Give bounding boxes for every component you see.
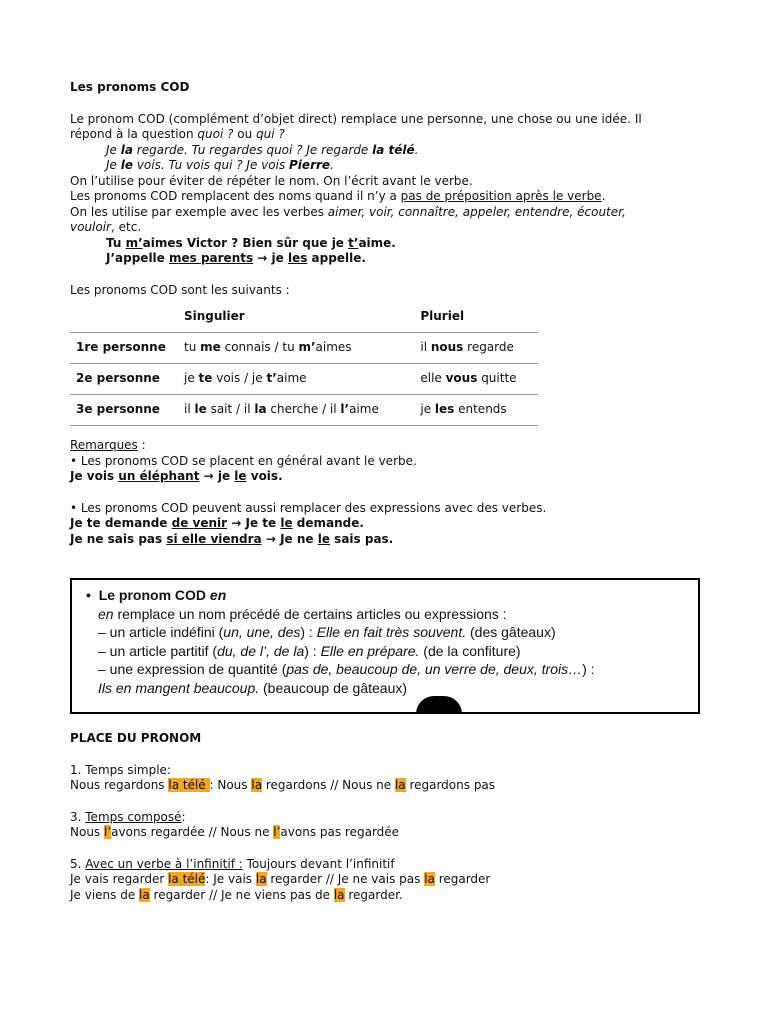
box-heading: • Le pronom COD en	[86, 587, 227, 603]
box-line: – une expression de quantité (pas de, beaucoup de, un verre de, deux, trois…) :	[98, 661, 595, 677]
table-row	[70, 364, 538, 395]
box-line: – un article indéfini (un, une, des) : Elle en fait très souvent. (des gâteaux)	[98, 624, 556, 640]
table-header-row	[70, 302, 538, 333]
remark-2-example-2: Je ne sais pas si elle viendra → Je ne le sais pas.	[70, 531, 394, 546]
verbs-sentence-2: vouloir, etc.	[70, 220, 142, 234]
bullet-icon: •	[86, 587, 99, 603]
singular-cell: je te vois / je t’aime	[178, 364, 414, 395]
infinitive-example-2: Je viens de la regarder // Je ne viens pas de la regarder.	[70, 887, 403, 902]
remark-1-example: Je vois un éléphant → je le vois.	[70, 469, 283, 483]
table-header: Pluriel	[414, 302, 538, 333]
plural-cell: je les entends	[414, 395, 538, 426]
remark-2-example-1: Je te demande de venir → Je te le demande.	[70, 516, 364, 530]
simple-tense-heading: 1. Temps simple:	[70, 762, 171, 777]
table-row	[70, 395, 538, 426]
box-line: en remplace un nom précédé de certains articles ou expressions :	[98, 605, 507, 622]
table-header: Singulier	[178, 302, 414, 333]
place-section	[70, 731, 710, 903]
example-1: Je la regarde. Tu regardes quoi ? Je regarde la télé.	[106, 142, 419, 157]
simple-tense-example: Nous regardons la télé : Nous la regardons // Nous ne la regardons pas	[70, 778, 496, 792]
singular-cell: tu me connais / tu m’aimes	[178, 333, 414, 364]
table-caption: Les pronoms COD sont les suivants :	[70, 282, 290, 297]
example-3: Tu m’aimes Victor ? Bien sûr que je t’aime.	[106, 235, 396, 250]
pronoun-en-box	[70, 578, 700, 714]
plural-cell: il nous regarde	[414, 333, 538, 364]
intro-paragraph-2: répond à la question quoi ? ou qui ?	[70, 127, 285, 141]
remark-1: • Les pronoms COD se placent en général avant le verbe.	[70, 453, 417, 468]
plural-cell: elle vous quitte	[414, 364, 538, 395]
section-title: PLACE DU PRONOM	[70, 731, 202, 745]
person-cell: 1re personne	[70, 333, 178, 364]
remark-2: • Les pronoms COD peuvent aussi remplacer des expressions avec des verbes.	[70, 500, 547, 515]
person-cell: 3e personne	[70, 395, 178, 426]
intro-paragraph: Le pronom COD (complément d’objet direct) remplace une personne, une chose ou une idée. Il	[70, 111, 642, 126]
page-title: Les pronoms COD	[70, 80, 190, 94]
example-2: Je le vois. Tu vois qui ? Je vois Pierre.	[106, 158, 334, 172]
singular-cell: il le sait / il la cherche / il l’aime	[178, 395, 414, 426]
box-line: – un article partitif (du, de l’, de la) : Elle en prépare. (de la confiture)	[98, 642, 521, 659]
compound-tense-heading: 3. Temps composé:	[70, 809, 186, 824]
table-row	[70, 333, 538, 364]
remarks-heading: Remarques :	[70, 438, 146, 452]
verbs-sentence: On les utilise par exemple avec les verbes aimer, voir, connaître, appeler, entendre, écouter,	[70, 204, 626, 219]
infinitive-example-1: Je vais regarder la télé: Je vais la regarder // Je ne vais pas la regarder	[70, 872, 491, 886]
infinitive-heading: 5. Avec un verbe à l’infinitif : Toujours devant l’infinitif	[70, 856, 395, 871]
box-line: Ils en mangent beaucoup. (beaucoup de gâteaux)	[98, 679, 408, 696]
black-shape	[416, 696, 462, 714]
person-cell: 2e personne	[70, 364, 178, 395]
usage-sentence: On l’utilise pour éviter de répéter le nom. On l’écrit avant le verbe.	[70, 173, 473, 188]
pronoun-table	[70, 302, 538, 426]
document-body	[70, 80, 710, 547]
example-4: J’appelle mes parents → je les appelle.	[106, 251, 366, 265]
compound-tense-example: Nous l’avons regardée // Nous ne l’avons pas regardée	[70, 825, 400, 839]
rule-sentence: Les pronoms COD remplacent des noms quand il n’y a pas de préposition après le verbe.	[70, 189, 606, 203]
table-header	[70, 302, 178, 333]
